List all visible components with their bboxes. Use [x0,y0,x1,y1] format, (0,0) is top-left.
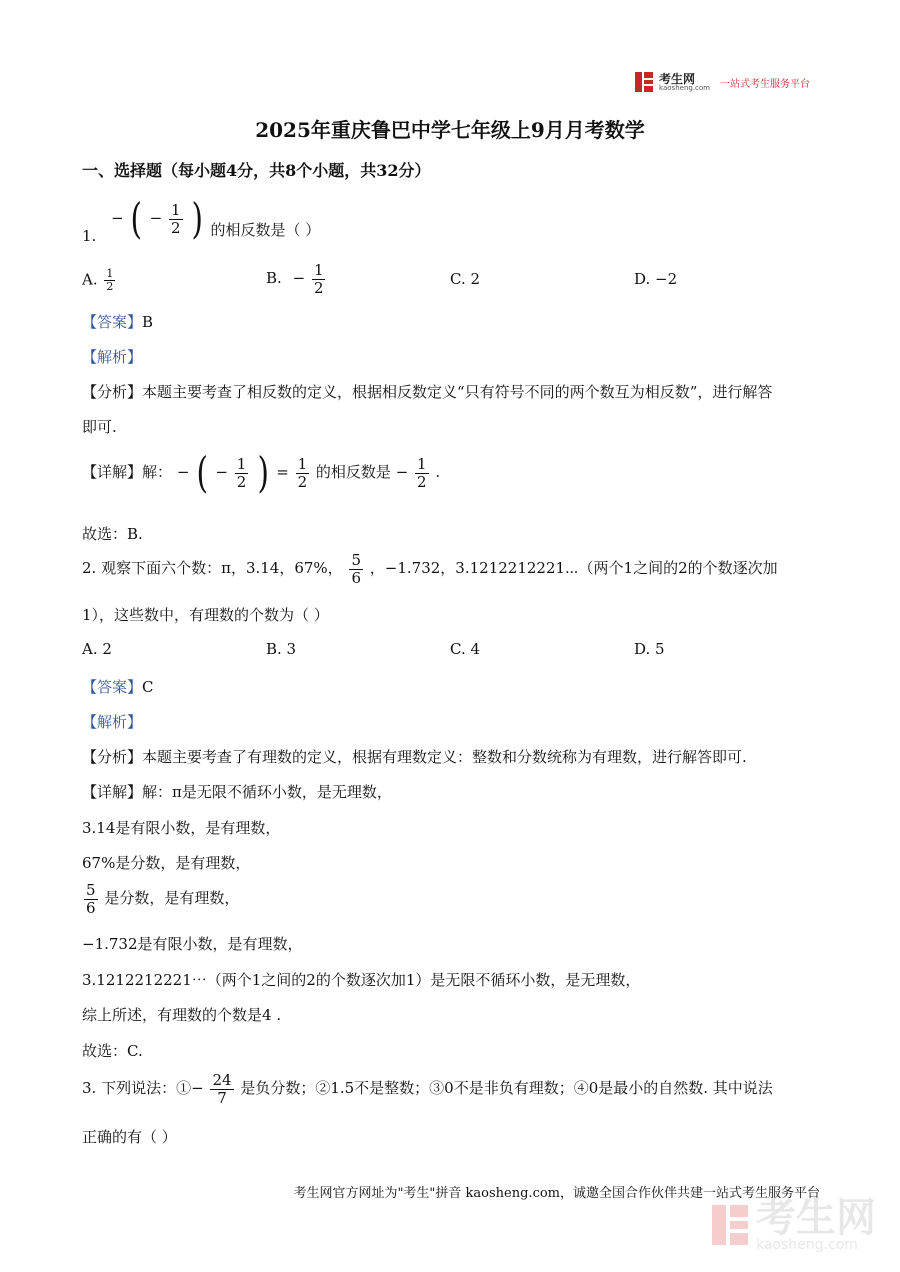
kaosheng-logo-icon [635,72,653,92]
q1-option-c: C. 2 [450,270,481,288]
q2-option-d: D. 5 [634,640,665,658]
page-title: 2025年重庆鲁巴中学七年级上9月月考数学 [255,118,645,142]
q3-stem: 3. 下列说法：①− $\frac{24}{7}$ 是负分数；②1.5不是整数；③0不是非负有理数；④0是最小的自然数. 其中说法 [82,1071,773,1107]
q1-answer [82,311,153,332]
brand-slogan: 一站式考生服务平台 [720,78,810,90]
q2-detail-5: −1.732是有限小数，是有理数， [82,935,303,953]
q2-stem-cont: 1），这些数中，有理数的个数为（ ） [82,606,329,624]
q2-detail-2: 3.14是有限小数，是有理数， [82,819,281,837]
watermark-logo-icon [712,1205,748,1245]
q3-stem-cont: 正确的有（ ） [82,1128,177,1146]
q2-option-a: A. 2 [82,640,112,658]
q1-frac-num: 1 [170,201,181,219]
q2-option-b: B. 3 [266,640,297,658]
q1-stem: 1. − ( − $\frac{1}{2}$ ) 的相反数是（ ） [82,194,321,245]
q2-answer: 【答案】C [82,678,154,696]
q1-conclusion: 故选：B. [82,525,143,543]
section-heading: 一、选择题（每小题4分，共8个小题，共32分） [82,161,431,180]
q1-option-a: A. $\frac{1}{2}$ [82,267,114,294]
footer-text: 考生网官方网址为"考生"拼音 kaosheng.com，诚邀全国合作伙伴共建一站式考生服务平台 [293,1186,820,1201]
answer-value: B [142,313,154,331]
watermark-domain: kaosheng.com [756,1237,858,1253]
q2-option-c: C. 4 [450,640,481,658]
q1-frac-den: 2 [170,218,181,237]
q1-fenxi-cont: 即可. [82,418,117,436]
q2-stem: 2. 观察下面六个数：π，3.14，67%， $\frac{5}{6}$ ，−1.732，3.1212212221⋯（两个1之间的2的个数逐次加 [82,551,778,587]
q2-analysis-tag: 【解析】 [82,713,143,731]
watermark-name: 考生网 [756,1195,876,1241]
q2-detail-4: $\frac{5}{6}$ 是分数，是有理数， [86,881,240,917]
brand-text [659,73,710,92]
brand-header [635,72,810,92]
brand-domain: kaosheng.com [659,83,710,92]
q2-fenxi: 【分析】本题主要考查了有理数的定义，根据有理数定义：整数和分数统称为有理数，进行解答即可. [82,748,747,766]
q1-minus: − [111,209,124,227]
q2-detail-6: 3.1212212221⋯（两个1之间的2的个数逐次加1）是无限不循环小数，是无理数， [82,971,641,989]
q1-stem-text: 的相反数是（ ） [210,221,321,239]
q1-fenxi: 【分析】本题主要考查了相反数的定义，根据相反数定义“只有符号不同的两个数互为相反数”，进行解答 [82,383,773,401]
q1-detail: 【详解】解： − ( − $\frac{1}{2}$ ) = $\frac{1}{2}$ 的相反数是 − $\frac{1}{2}$ . [82,448,441,497]
q1-analysis-tag: 【解析】 [82,348,143,366]
q1-fraction [169,202,183,236]
q1-option-b: B. − $\frac{1}{2}$ [266,261,324,297]
q1-inner-minus: − [149,209,163,227]
q2-detail-7: 综上所述，有理数的个数是4 . [82,1006,282,1024]
q2-conclusion: 故选：C. [82,1042,143,1060]
q2-detail-3: 67%是分数，是有理数， [82,854,251,872]
brand-name: 考生网 [659,71,696,86]
q1-options [82,262,822,302]
q1-number: 1. [82,227,97,245]
q2-detail-1: 【详解】解：π是无限不循环小数，是无理数， [82,783,392,801]
watermark [712,1195,876,1253]
q1-option-d: D. −2 [634,270,678,288]
answer-tag: 【答案】 [82,313,143,331]
q2-options [82,640,822,664]
